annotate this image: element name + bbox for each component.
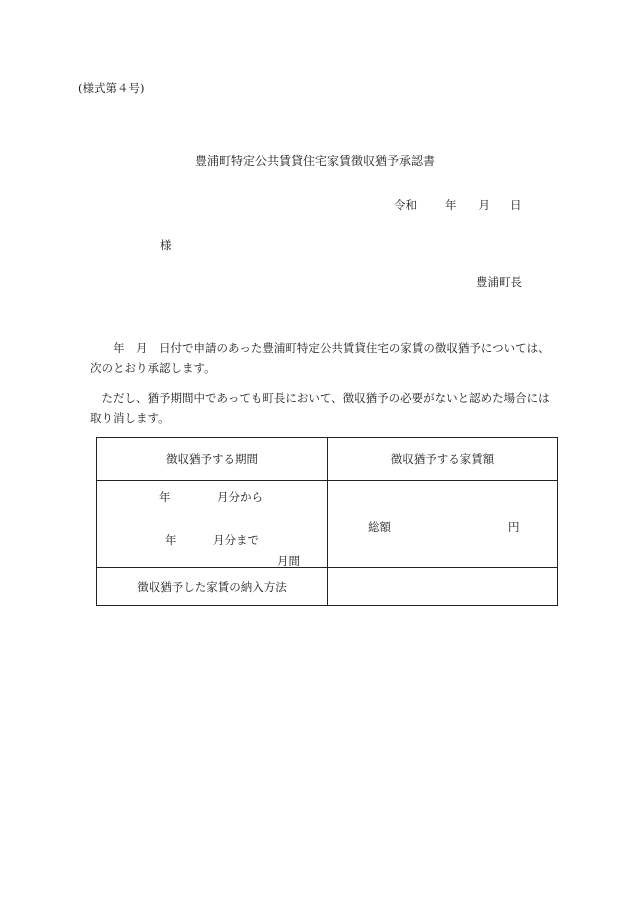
header-amount: 徴収猶予する家賃額 (328, 438, 558, 481)
period-from-month: 月分から (217, 490, 263, 504)
method-value (328, 568, 558, 606)
header-period: 徴収猶予する期間 (97, 438, 328, 481)
table-header-row (97, 438, 558, 481)
date-month: 月 (478, 198, 490, 212)
period-months: 月間 (277, 554, 300, 568)
document-title: 豊浦町特定公共賃貸住宅家賃徴収猶予承認書 (194, 154, 435, 168)
amount-yen: 円 (508, 520, 520, 534)
deferral-table (96, 437, 558, 606)
amount-cell (328, 481, 558, 568)
period-from-year: 年 (159, 490, 171, 504)
date-line (394, 197, 522, 213)
form-number: (様式第４号) (78, 81, 145, 95)
cancellation-paragraph: ただし、猶予期間中であっても町長において、徴収猶予の必要がないと認めた場合には取り消します。 (90, 391, 550, 425)
approval-paragraph: 年 月 日付で申請のあった豊浦町特定公共賃貸住宅の家賃の徴収猶予については、次のとおり承認します。 (90, 341, 550, 375)
issuer: 豊浦町長 (476, 275, 522, 289)
date-year: 年 (445, 198, 457, 212)
period-to-year: 年 (165, 533, 177, 547)
period-to-month: 月分まで (213, 533, 259, 547)
addressee: 様 (160, 238, 172, 252)
table-method-row (97, 568, 558, 606)
table-period-row (97, 481, 558, 568)
date-era: 令和 (394, 198, 417, 212)
date-day: 日 (510, 198, 522, 212)
amount-total-label: 総額 (368, 520, 391, 534)
method-label: 徴収猶予した家賃の納入方法 (97, 568, 328, 606)
period-cell (97, 481, 328, 568)
